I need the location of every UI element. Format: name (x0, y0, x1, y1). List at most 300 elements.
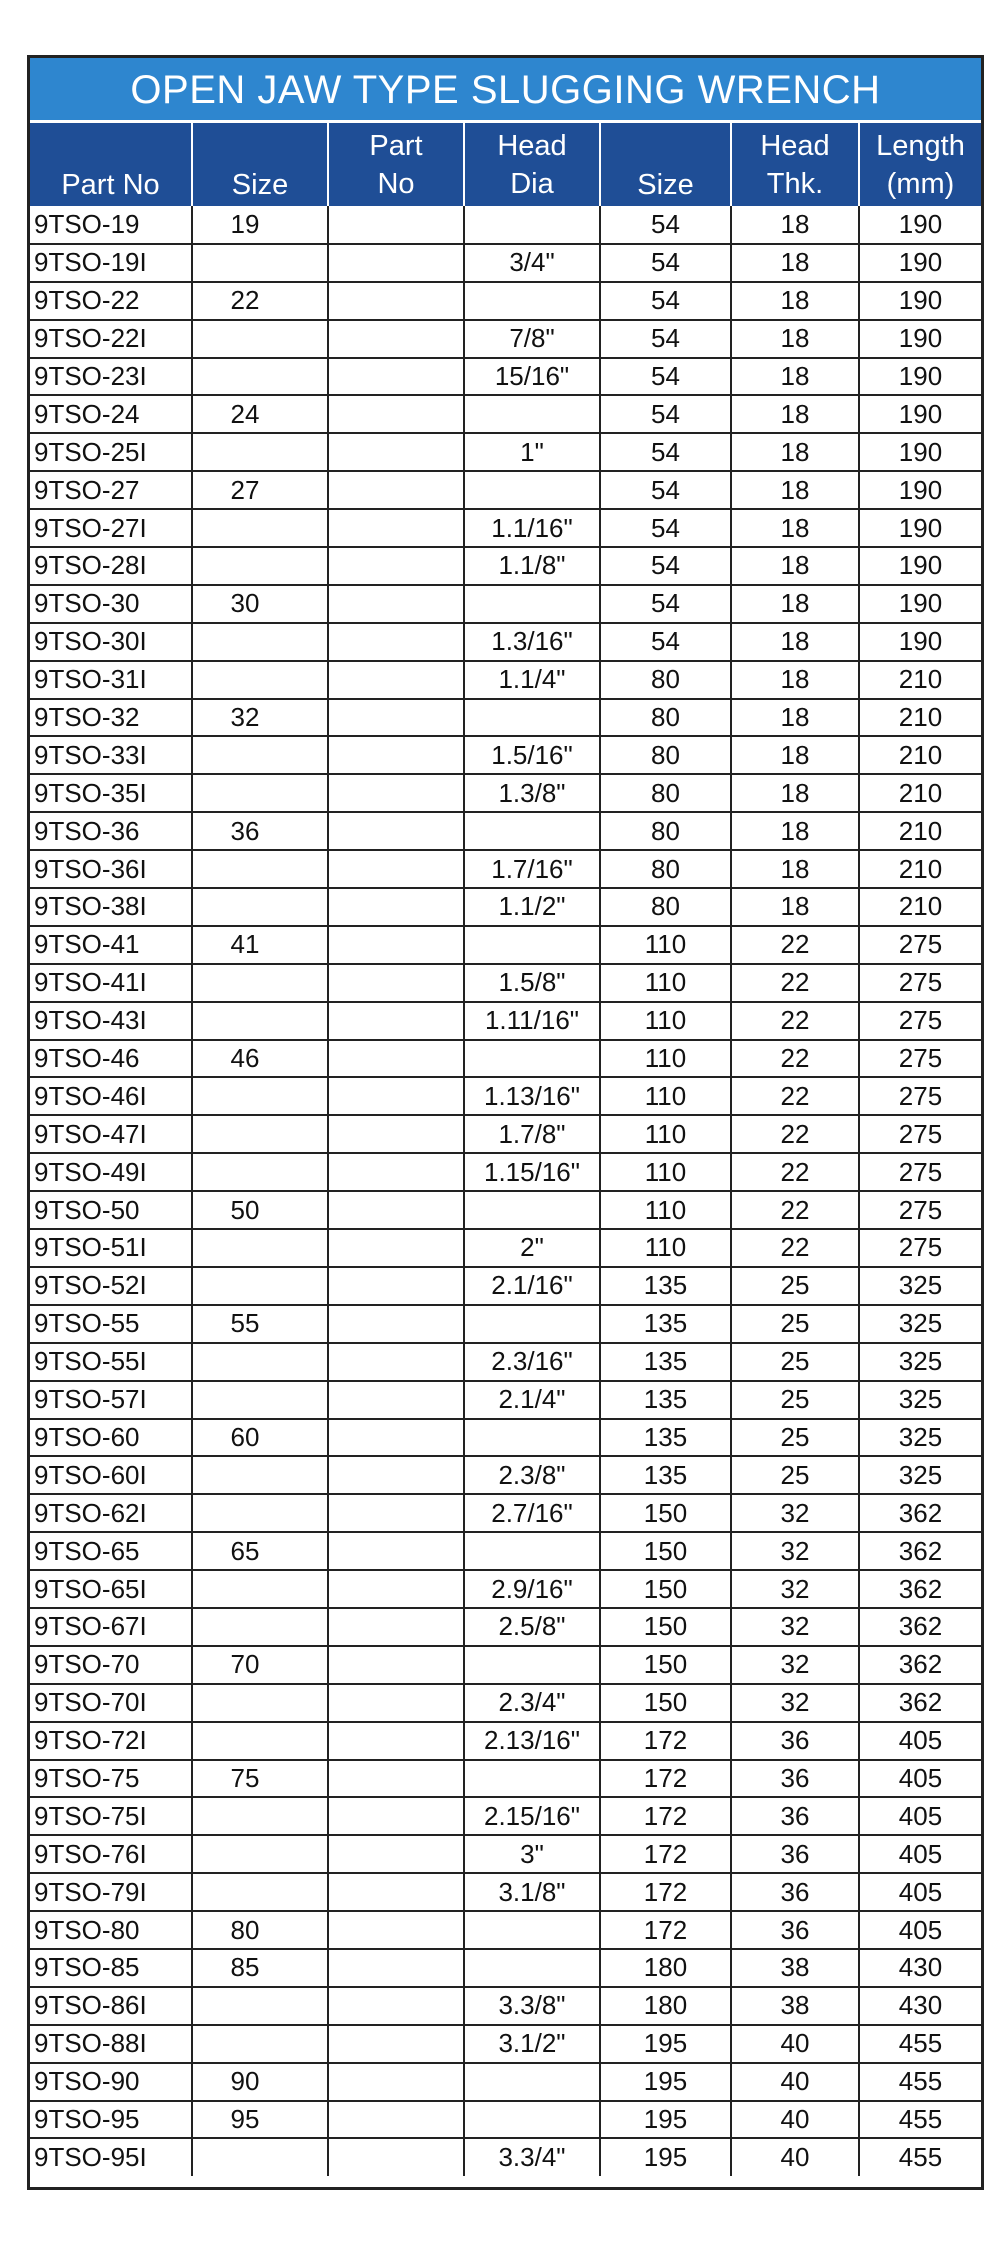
cell-size-2: 54 (600, 623, 731, 661)
cell-head-dia (464, 1305, 600, 1343)
cell-size (192, 1684, 328, 1722)
cell-part-no-2 (328, 1949, 464, 1987)
cell-head-dia: 1.5/16" (464, 736, 600, 774)
cell-head-thk: 36 (731, 1873, 859, 1911)
cell-part-no: 9TSO-67I (30, 1608, 192, 1646)
table-row (30, 2138, 981, 2176)
cell-size-2: 150 (600, 1532, 731, 1570)
cell-size-2: 110 (600, 1040, 731, 1078)
cell-length: 210 (859, 850, 981, 888)
header-length (859, 123, 981, 206)
cell-size-2: 150 (600, 1646, 731, 1684)
cell-length: 275 (859, 1040, 981, 1078)
cell-head-dia: 1.1/4" (464, 661, 600, 699)
cell-length: 275 (859, 1115, 981, 1153)
cell-size: 22 (192, 282, 328, 320)
cell-head-dia: 1.15/16" (464, 1153, 600, 1191)
cell-size (192, 2138, 328, 2176)
cell-part-no: 9TSO-72I (30, 1722, 192, 1760)
cell-size (192, 888, 328, 926)
cell-head-dia (464, 1191, 600, 1229)
cell-head-thk: 32 (731, 1570, 859, 1608)
cell-size-2: 80 (600, 661, 731, 699)
cell-head-dia (464, 2101, 600, 2139)
cell-head-thk: 18 (731, 206, 859, 244)
cell-size (192, 1570, 328, 1608)
cell-head-dia: 3.3/8" (464, 1987, 600, 2025)
cell-size-2: 110 (600, 1191, 731, 1229)
cell-size-2: 54 (600, 585, 731, 623)
cell-part-no: 9TSO-49I (30, 1153, 192, 1191)
cell-length: 190 (859, 433, 981, 471)
cell-head-thk: 36 (731, 1835, 859, 1873)
cell-size (192, 661, 328, 699)
cell-head-thk: 36 (731, 1722, 859, 1760)
table-row (30, 926, 981, 964)
table-row (30, 1191, 981, 1229)
table-header (30, 123, 981, 206)
cell-part-no: 9TSO-31I (30, 661, 192, 699)
cell-head-thk: 32 (731, 1646, 859, 1684)
cell-length: 362 (859, 1532, 981, 1570)
cell-size-2: 135 (600, 1305, 731, 1343)
cell-length: 190 (859, 547, 981, 585)
cell-head-thk: 22 (731, 1153, 859, 1191)
header-size (192, 123, 328, 206)
cell-head-thk: 25 (731, 1267, 859, 1305)
cell-head-thk: 40 (731, 2025, 859, 2063)
cell-size (192, 1722, 328, 1760)
table-row (30, 1760, 981, 1798)
cell-size (192, 358, 328, 396)
table-row (30, 206, 981, 244)
cell-head-thk: 25 (731, 1419, 859, 1457)
cell-length: 455 (859, 2025, 981, 2063)
cell-part-no: 9TSO-95 (30, 2101, 192, 2139)
cell-head-thk: 18 (731, 812, 859, 850)
cell-length: 455 (859, 2101, 981, 2139)
cell-part-no: 9TSO-65I (30, 1570, 192, 1608)
cell-part-no: 9TSO-35I (30, 774, 192, 812)
header-part-no (30, 123, 192, 206)
cell-size (192, 1343, 328, 1381)
cell-head-dia (464, 812, 600, 850)
cell-head-dia: 1.7/16" (464, 850, 600, 888)
cell-size (192, 320, 328, 358)
cell-size-2: 54 (600, 547, 731, 585)
cell-part-no: 9TSO-30I (30, 623, 192, 661)
table-row (30, 812, 981, 850)
cell-length: 190 (859, 585, 981, 623)
cell-head-dia: 1.3/8" (464, 774, 600, 812)
table-row (30, 1532, 981, 1570)
table-row (30, 2063, 981, 2101)
table-row (30, 1494, 981, 1532)
cell-part-no: 9TSO-38I (30, 888, 192, 926)
cell-head-dia: 2.5/8" (464, 1608, 600, 1646)
table-row (30, 736, 981, 774)
cell-length: 190 (859, 206, 981, 244)
cell-length: 455 (898, 2142, 943, 2173)
cell-head-dia: 2" (464, 1229, 600, 1267)
cell-length: 210 (859, 888, 981, 926)
cell-size (192, 1229, 328, 1267)
cell-head-dia (464, 699, 600, 737)
cell-head-dia (464, 1419, 600, 1457)
cell-part-no-2 (328, 2063, 464, 2101)
cell-part-no-2 (328, 964, 464, 1002)
cell-head-dia: 1.11/16" (464, 1002, 600, 1040)
cell-head-dia: 2.1/16" (464, 1267, 600, 1305)
cell-head-thk: 18 (731, 282, 859, 320)
cell-head-dia: 3/4" (464, 244, 600, 282)
cell-size-2: 135 (600, 1381, 731, 1419)
cell-size-2: 150 (600, 1684, 731, 1722)
cell-size: 36 (192, 812, 328, 850)
table-title: OPEN JAW TYPE SLUGGING WRENCH (30, 58, 981, 123)
header-head-thk (731, 123, 859, 206)
cell-head-dia (464, 1760, 600, 1798)
cell-part-no-2 (328, 1115, 464, 1153)
cell-part-no-2 (328, 1570, 464, 1608)
cell-part-no: 9TSO-85 (30, 1949, 192, 1987)
cell-head-thk: 18 (731, 699, 859, 737)
cell-size-2: 54 (600, 244, 731, 282)
cell-size-2: 110 (600, 1115, 731, 1153)
cell-size: 46 (192, 1040, 328, 1078)
cell-head-thk: 32 (731, 1608, 859, 1646)
table-row (30, 1040, 981, 1078)
cell-head-thk: 18 (731, 433, 859, 471)
cell-part-no: 9TSO-33I (30, 736, 192, 774)
cell-size-2: 172 (600, 1797, 731, 1835)
cell-size (192, 509, 328, 547)
cell-length: 275 (859, 926, 981, 964)
cell-part-no-2 (328, 1494, 464, 1532)
cell-size-2: 110 (600, 1153, 731, 1191)
cell-head-thk: 22 (731, 964, 859, 1002)
cell-part-no: 9TSO-86I (30, 1987, 192, 2025)
header-part-no-2-line2: No (377, 168, 415, 200)
header-size-2 (600, 123, 731, 206)
table-row (30, 1456, 981, 1494)
cell-head-thk: 18 (731, 585, 859, 623)
cell-part-no-2 (328, 509, 464, 547)
cell-size-2: 110 (600, 1229, 731, 1267)
cell-part-no-2 (328, 433, 464, 471)
table-row (30, 1797, 981, 1835)
cell-head-dia (464, 1646, 600, 1684)
header-head-dia-line1: Head (497, 130, 567, 162)
cell-size-2: 150 (600, 1608, 731, 1646)
cell-length: 190 (859, 358, 981, 396)
cell-head-dia: 15/16" (464, 358, 600, 396)
cell-part-no-2 (328, 1002, 464, 1040)
cell-head-dia: 2.15/16" (464, 1797, 600, 1835)
cell-part-no-2 (328, 1267, 464, 1305)
cell-part-no-2 (328, 244, 464, 282)
cell-head-thk: 18 (731, 358, 859, 396)
cell-length: 455 (859, 2063, 981, 2101)
cell-part-no-2 (328, 1760, 464, 1798)
cell-length: 362 (859, 1494, 981, 1532)
cell-part-no: 9TSO-24 (30, 395, 192, 433)
cell-head-dia: 2.3/4" (464, 1684, 600, 1722)
cell-head-dia (464, 282, 600, 320)
cell-size: 55 (192, 1305, 328, 1343)
cell-part-no: 9TSO-36I (30, 850, 192, 888)
cell-head-thk: 18 (731, 395, 859, 433)
table-row (30, 433, 981, 471)
cell-length: 362 (859, 1684, 981, 1722)
cell-part-no: 9TSO-60 (30, 1419, 192, 1457)
cell-part-no-2 (328, 1305, 464, 1343)
cell-size-2: 172 (600, 1835, 731, 1873)
table-body (30, 206, 981, 2176)
cell-length: 190 (859, 244, 981, 282)
cell-head-dia: 3.3/4" (464, 2138, 600, 2176)
cell-part-no: 9TSO-75I (30, 1797, 192, 1835)
cell-head-thk: 25 (731, 1305, 859, 1343)
table-row (30, 1835, 981, 1873)
cell-head-dia (464, 926, 600, 964)
cell-size: 24 (192, 395, 328, 433)
cell-part-no-2 (328, 1873, 464, 1911)
table-row (30, 1153, 981, 1191)
header-head-thk-line2: Thk. (766, 168, 824, 200)
cell-head-dia: 1.1/8" (464, 547, 600, 585)
cell-part-no-2 (328, 471, 464, 509)
cell-head-thk: 22 (731, 1191, 859, 1229)
cell-part-no: 9TSO-88I (30, 2025, 192, 2063)
cell-head-dia: 1" (464, 433, 600, 471)
header-size-2-label: Size (637, 169, 694, 201)
table-row (30, 547, 981, 585)
cell-part-no-2 (328, 1646, 464, 1684)
cell-head-dia (464, 1949, 600, 1987)
cell-size: 19 (192, 206, 328, 244)
cell-part-no: 9TSO-55 (30, 1305, 192, 1343)
cell-part-no: 9TSO-95I (30, 2138, 192, 2176)
header-row (30, 123, 981, 206)
table-row (30, 1987, 981, 2025)
cell-size (192, 547, 328, 585)
cell-size-2: 110 (600, 1077, 731, 1115)
header-part-no-2-line1: Part (369, 130, 423, 162)
cell-length: 430 (859, 1987, 981, 2025)
cell-part-no-2 (328, 1456, 464, 1494)
cell-size (192, 1002, 328, 1040)
cell-size (192, 774, 328, 812)
cell-part-no: 9TSO-70I (30, 1684, 192, 1722)
cell-part-no-2 (328, 1191, 464, 1229)
cell-part-no-2 (328, 547, 464, 585)
cell-part-no: 9TSO-52I (30, 1267, 192, 1305)
table-row (30, 1381, 981, 1419)
cell-length: 210 (859, 661, 981, 699)
cell-part-no-2 (328, 850, 464, 888)
table-row (30, 585, 981, 623)
table-row (30, 1002, 981, 1040)
cell-length: 190 (859, 509, 981, 547)
cell-head-thk: 18 (731, 244, 859, 282)
table-row (30, 1077, 981, 1115)
table-row (30, 282, 981, 320)
table-row (30, 1722, 981, 1760)
cell-head-dia: 3.1/2" (464, 2025, 600, 2063)
cell-head-thk: 25 (731, 1343, 859, 1381)
cell-size: 65 (192, 1532, 328, 1570)
cell-part-no-2 (328, 320, 464, 358)
cell-size (192, 433, 328, 471)
cell-part-no-2 (328, 1722, 464, 1760)
cell-length: 362 (859, 1646, 981, 1684)
cell-part-no-2 (328, 1835, 464, 1873)
cell-head-thk: 32 (731, 1684, 859, 1722)
cell-part-no-2 (328, 926, 464, 964)
cell-part-no: 9TSO-55I (30, 1343, 192, 1381)
cell-length: 405 (859, 1722, 981, 1760)
table-row (30, 661, 981, 699)
cell-size-2: 135 (600, 1456, 731, 1494)
cell-size-2: 54 (600, 282, 731, 320)
cell-part-no: 9TSO-62I (30, 1494, 192, 1532)
cell-size-2: 180 (600, 1987, 731, 2025)
cell-part-no-2 (328, 2101, 464, 2139)
cell-size-2: 195 (600, 2063, 731, 2101)
table-row (30, 395, 981, 433)
cell-length: 405 (859, 1835, 981, 1873)
cell-size-2: 110 (600, 1002, 731, 1040)
cell-head-thk: 22 (731, 1229, 859, 1267)
header-head-thk-line1: Head (760, 130, 830, 162)
cell-length: 190 (859, 320, 981, 358)
cell-size-2: 54 (600, 471, 731, 509)
cell-size-2: 80 (600, 812, 731, 850)
cell-length: 362 (859, 1608, 981, 1646)
cell-part-no-2 (328, 1797, 464, 1835)
table-row (30, 1684, 981, 1722)
table-row (30, 1305, 981, 1343)
cell-head-dia (464, 1040, 600, 1078)
cell-size (192, 1456, 328, 1494)
cell-length: 210 (859, 736, 981, 774)
cell-head-dia: 1.13/16" (464, 1077, 600, 1115)
cell-part-no-2 (328, 1153, 464, 1191)
table-row (30, 358, 981, 396)
table-row (30, 320, 981, 358)
cell-length: 275 (859, 1077, 981, 1115)
cell-head-thk: 18 (731, 736, 859, 774)
cell-part-no-2 (328, 2025, 464, 2063)
cell-head-dia: 1.3/16" (464, 623, 600, 661)
cell-size-2: 54 (600, 320, 731, 358)
header-part-no-label: Part No (61, 169, 160, 201)
table-row (30, 1911, 981, 1949)
cell-head-dia (464, 2063, 600, 2101)
cell-size-2: 180 (600, 1949, 731, 1987)
cell-length: 210 (859, 699, 981, 737)
cell-size-2: 150 (600, 1494, 731, 1532)
cell-part-no: 9TSO-19I (30, 244, 192, 282)
cell-part-no-2 (328, 206, 464, 244)
cell-head-thk: 25 (731, 1456, 859, 1494)
cell-head-thk: 18 (731, 471, 859, 509)
cell-part-no: 9TSO-60I (30, 1456, 192, 1494)
cell-head-dia (464, 471, 600, 509)
cell-head-thk: 38 (731, 1987, 859, 2025)
table-row (30, 964, 981, 1002)
cell-size (192, 1608, 328, 1646)
cell-size (192, 623, 328, 661)
cell-part-no-2 (328, 585, 464, 623)
cell-part-no-2 (328, 1684, 464, 1722)
cell-length: 275 (859, 1002, 981, 1040)
cell-head-dia: 1.5/8" (464, 964, 600, 1002)
cell-part-no: 9TSO-46 (30, 1040, 192, 1078)
cell-size (192, 1115, 328, 1153)
cell-length: 430 (859, 1949, 981, 1987)
cell-size-2: 80 (600, 850, 731, 888)
cell-part-no-2 (328, 774, 464, 812)
cell-head-dia: 3" (464, 1835, 600, 1873)
cell-head-thk: 22 (731, 926, 859, 964)
cell-head-thk: 18 (731, 547, 859, 585)
cell-part-no-2 (328, 282, 464, 320)
cell-size-2: 54 (600, 509, 731, 547)
cell-size: 75 (192, 1760, 328, 1798)
cell-head-thk: 18 (731, 623, 859, 661)
cell-part-no: 9TSO-79I (30, 1873, 192, 1911)
table-row (30, 623, 981, 661)
cell-part-no-2 (328, 1381, 464, 1419)
cell-part-no: 9TSO-43I (30, 1002, 192, 1040)
cell-size: 85 (192, 1949, 328, 1987)
cell-part-no-2 (328, 1343, 464, 1381)
cell-length: 325 (859, 1456, 981, 1494)
cell-size (192, 1077, 328, 1115)
cell-part-no: 9TSO-41 (30, 926, 192, 964)
cell-length: 362 (859, 1570, 981, 1608)
cell-part-no: 9TSO-50 (30, 1191, 192, 1229)
cell-size-2: 54 (600, 206, 731, 244)
cell-size-2: 80 (600, 699, 731, 737)
cell-part-no-2 (328, 2138, 464, 2176)
cell-part-no: 9TSO-47I (30, 1115, 192, 1153)
cell-part-no-2 (328, 1077, 464, 1115)
cell-size-2: 172 (600, 1760, 731, 1798)
cell-length: 405 (859, 1911, 981, 1949)
cell-length: 325 (859, 1343, 981, 1381)
cell-size (192, 1267, 328, 1305)
cell-part-no-2 (328, 699, 464, 737)
cell-part-no: 9TSO-65 (30, 1532, 192, 1570)
cell-length: 325 (859, 1305, 981, 1343)
cell-size (192, 1873, 328, 1911)
cell-size-2: 195 (600, 2025, 731, 2063)
cell-length: 325 (859, 1419, 981, 1457)
cell-head-thk: 18 (731, 850, 859, 888)
cell-head-thk: 18 (731, 661, 859, 699)
cell-part-no: 9TSO-28I (30, 547, 192, 585)
cell-size (192, 1835, 328, 1873)
cell-part-no-2 (328, 888, 464, 926)
cell-head-thk: 40 (731, 2138, 859, 2176)
cell-part-no: 9TSO-51I (30, 1229, 192, 1267)
header-size-label: Size (231, 169, 289, 201)
cell-part-no: 9TSO-36 (30, 812, 192, 850)
cell-head-thk: 40 (731, 2101, 859, 2139)
